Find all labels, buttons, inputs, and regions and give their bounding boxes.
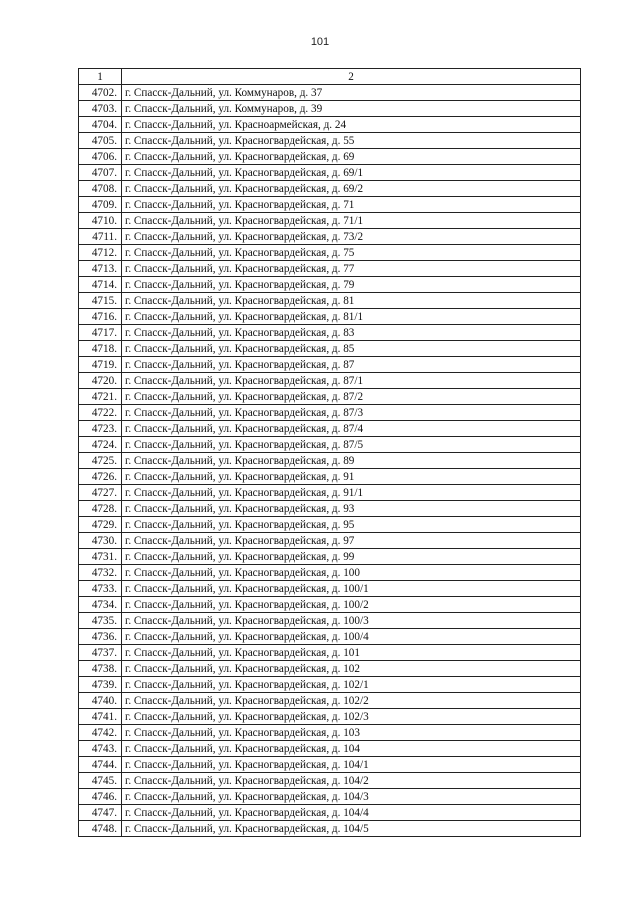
table-row	[79, 133, 581, 149]
address-cell: г. Спасск-Дальний, ул. Красногвардейская, д. 89	[122, 453, 581, 469]
address-cell: г. Спасск-Дальний, ул. Красногвардейская, д. 91	[122, 469, 581, 485]
table-row	[79, 741, 581, 757]
table-row	[79, 341, 581, 357]
address-cell: г. Спасск-Дальний, ул. Красногвардейская, д. 99	[122, 549, 581, 565]
address-cell: г. Спасск-Дальний, ул. Красногвардейская, д. 93	[122, 501, 581, 517]
address-table	[78, 68, 581, 837]
table-row	[79, 517, 581, 533]
address-cell: г. Спасск-Дальний, ул. Красногвардейская, д. 100/4	[122, 629, 581, 645]
row-number-cell: 4715.	[79, 293, 122, 309]
row-number-cell: 4724.	[79, 437, 122, 453]
table-row	[79, 181, 581, 197]
table-row	[79, 613, 581, 629]
table-row	[79, 165, 581, 181]
row-number-cell: 4708.	[79, 181, 122, 197]
address-cell: г. Спасск-Дальний, ул. Красногвардейская, д. 69	[122, 149, 581, 165]
row-number-cell: 4734.	[79, 597, 122, 613]
row-number-cell: 4716.	[79, 309, 122, 325]
table-row	[79, 261, 581, 277]
address-cell: г. Спасск-Дальний, ул. Красногвардейская, д. 103	[122, 725, 581, 741]
table-row	[79, 197, 581, 213]
row-number-cell: 4731.	[79, 549, 122, 565]
row-number-cell: 4725.	[79, 453, 122, 469]
row-number-cell: 4732.	[79, 565, 122, 581]
table-row	[79, 85, 581, 101]
row-number-cell: 4702.	[79, 85, 122, 101]
address-cell: г. Спасск-Дальний, ул. Красногвардейская, д. 71/1	[122, 213, 581, 229]
row-number-cell: 4710.	[79, 213, 122, 229]
address-cell: г. Спасск-Дальний, ул. Красногвардейская, д. 100/2	[122, 597, 581, 613]
address-cell: г. Спасск-Дальний, ул. Красногвардейская, д. 69/1	[122, 165, 581, 181]
table-row	[79, 677, 581, 693]
address-cell: г. Спасск-Дальний, ул. Красногвардейская, д. 77	[122, 261, 581, 277]
row-number-cell: 4717.	[79, 325, 122, 341]
row-number-cell: 4729.	[79, 517, 122, 533]
address-cell: г. Спасск-Дальний, ул. Красногвардейская, д. 100/1	[122, 581, 581, 597]
row-number-cell: 4720.	[79, 373, 122, 389]
table-header-row	[79, 69, 581, 85]
table-row	[79, 485, 581, 501]
table-row	[79, 565, 581, 581]
address-cell: г. Спасск-Дальний, ул. Красногвардейская, д. 102/1	[122, 677, 581, 693]
address-cell: г. Спасск-Дальний, ул. Красногвардейская, д. 104	[122, 741, 581, 757]
row-number-cell: 4728.	[79, 501, 122, 517]
address-cell: г. Спасск-Дальний, ул. Красногвардейская, д. 102/3	[122, 709, 581, 725]
address-cell: г. Спасск-Дальний, ул. Красногвардейская, д. 75	[122, 245, 581, 261]
row-number-cell: 4726.	[79, 469, 122, 485]
table-body	[79, 85, 581, 837]
row-number-cell: 4748.	[79, 821, 122, 837]
address-cell: г. Спасск-Дальний, ул. Красногвардейская, д. 97	[122, 533, 581, 549]
table-row	[79, 421, 581, 437]
row-number-cell: 4744.	[79, 757, 122, 773]
row-number-cell: 4746.	[79, 789, 122, 805]
address-cell: г. Спасск-Дальний, ул. Красногвардейская, д. 95	[122, 517, 581, 533]
table-row	[79, 213, 581, 229]
table-row	[79, 821, 581, 837]
table-row	[79, 149, 581, 165]
table-row	[79, 117, 581, 133]
address-cell: г. Спасск-Дальний, ул. Красногвардейская, д. 85	[122, 341, 581, 357]
address-cell: г. Спасск-Дальний, ул. Красногвардейская, д. 102/2	[122, 693, 581, 709]
table-row	[79, 437, 581, 453]
row-number-cell: 4736.	[79, 629, 122, 645]
table-row	[79, 597, 581, 613]
address-cell: г. Спасск-Дальний, ул. Красногвардейская, д. 87/2	[122, 389, 581, 405]
table-row	[79, 629, 581, 645]
address-cell: г. Спасск-Дальний, ул. Коммунаров, д. 39	[122, 101, 581, 117]
address-cell: г. Спасск-Дальний, ул. Красногвардейская, д. 87/3	[122, 405, 581, 421]
row-number-cell: 4703.	[79, 101, 122, 117]
row-number-cell: 4709.	[79, 197, 122, 213]
row-number-cell: 4742.	[79, 725, 122, 741]
row-number-cell: 4707.	[79, 165, 122, 181]
table-row	[79, 645, 581, 661]
table-row	[79, 453, 581, 469]
table-row	[79, 805, 581, 821]
address-cell: г. Спасск-Дальний, ул. Красноармейская, д. 24	[122, 117, 581, 133]
row-number-cell: 4711.	[79, 229, 122, 245]
row-number-cell: 4738.	[79, 661, 122, 677]
page-number: 101	[310, 36, 330, 48]
table-row	[79, 229, 581, 245]
table-row	[79, 245, 581, 261]
address-cell: г. Спасск-Дальний, ул. Красногвардейская, д. 87	[122, 357, 581, 373]
row-number-cell: 4735.	[79, 613, 122, 629]
table-row	[79, 357, 581, 373]
row-number-cell: 4747.	[79, 805, 122, 821]
address-cell: г. Спасск-Дальний, ул. Красногвардейская, д. 69/2	[122, 181, 581, 197]
row-number-cell: 4723.	[79, 421, 122, 437]
address-cell: г. Спасск-Дальний, ул. Красногвардейская, д. 87/1	[122, 373, 581, 389]
row-number-cell: 4743.	[79, 741, 122, 757]
table-row	[79, 469, 581, 485]
row-number-cell: 4733.	[79, 581, 122, 597]
row-number-cell: 4739.	[79, 677, 122, 693]
row-number-cell: 4712.	[79, 245, 122, 261]
table-row	[79, 549, 581, 565]
table-row	[79, 789, 581, 805]
row-number-cell: 4713.	[79, 261, 122, 277]
table-row	[79, 309, 581, 325]
table-row	[79, 277, 581, 293]
address-cell: г. Спасск-Дальний, ул. Красногвардейская, д. 81	[122, 293, 581, 309]
row-number-cell: 4740.	[79, 693, 122, 709]
address-cell: г. Спасск-Дальний, ул. Красногвардейская, д. 101	[122, 645, 581, 661]
table-row	[79, 709, 581, 725]
address-cell: г. Спасск-Дальний, ул. Красногвардейская, д. 104/1	[122, 757, 581, 773]
row-number-cell: 4719.	[79, 357, 122, 373]
address-cell: г. Спасск-Дальний, ул. Красногвардейская, д. 87/4	[122, 421, 581, 437]
table-row	[79, 661, 581, 677]
table-row	[79, 757, 581, 773]
address-cell: г. Спасск-Дальний, ул. Красногвардейская, д. 104/2	[122, 773, 581, 789]
row-number-cell: 4730.	[79, 533, 122, 549]
table-row	[79, 405, 581, 421]
address-cell: г. Спасск-Дальний, ул. Коммунаров, д. 37	[122, 85, 581, 101]
table-row	[79, 325, 581, 341]
row-number-cell: 4741.	[79, 709, 122, 725]
address-cell: г. Спасск-Дальний, ул. Красногвардейская, д. 81/1	[122, 309, 581, 325]
row-number-cell: 4727.	[79, 485, 122, 501]
address-cell: г. Спасск-Дальний, ул. Красногвардейская, д. 91/1	[122, 485, 581, 501]
address-cell: г. Спасск-Дальний, ул. Красногвардейская, д. 104/5	[122, 821, 581, 837]
row-number-cell: 4721.	[79, 389, 122, 405]
table-row	[79, 389, 581, 405]
table-row	[79, 101, 581, 117]
address-cell: г. Спасск-Дальний, ул. Красногвардейская, д. 55	[122, 133, 581, 149]
address-cell: г. Спасск-Дальний, ул. Красногвардейская, д. 87/5	[122, 437, 581, 453]
table-row	[79, 501, 581, 517]
row-number-cell: 4718.	[79, 341, 122, 357]
table-row	[79, 533, 581, 549]
row-number-cell: 4706.	[79, 149, 122, 165]
column-header-address: 2	[122, 69, 581, 85]
address-cell: г. Спасск-Дальний, ул. Красногвардейская, д. 100/3	[122, 613, 581, 629]
address-cell: г. Спасск-Дальний, ул. Красногвардейская, д. 104/4	[122, 805, 581, 821]
address-cell: г. Спасск-Дальний, ул. Красногвардейская, д. 104/3	[122, 789, 581, 805]
address-cell: г. Спасск-Дальний, ул. Красногвардейская, д. 79	[122, 277, 581, 293]
row-number-cell: 4745.	[79, 773, 122, 789]
table-row	[79, 693, 581, 709]
row-number-cell: 4714.	[79, 277, 122, 293]
address-cell: г. Спасск-Дальний, ул. Красногвардейская, д. 102	[122, 661, 581, 677]
address-cell: г. Спасск-Дальний, ул. Красногвардейская, д. 83	[122, 325, 581, 341]
address-cell: г. Спасск-Дальний, ул. Красногвардейская, д. 71	[122, 197, 581, 213]
address-cell: г. Спасск-Дальний, ул. Красногвардейская, д. 73/2	[122, 229, 581, 245]
table-row	[79, 373, 581, 389]
table-row	[79, 581, 581, 597]
table-row	[79, 773, 581, 789]
row-number-cell: 4737.	[79, 645, 122, 661]
row-number-cell: 4704.	[79, 117, 122, 133]
table-row	[79, 725, 581, 741]
row-number-cell: 4705.	[79, 133, 122, 149]
table-row	[79, 293, 581, 309]
column-header-number: 1	[79, 69, 122, 85]
row-number-cell: 4722.	[79, 405, 122, 421]
address-cell: г. Спасск-Дальний, ул. Красногвардейская, д. 100	[122, 565, 581, 581]
